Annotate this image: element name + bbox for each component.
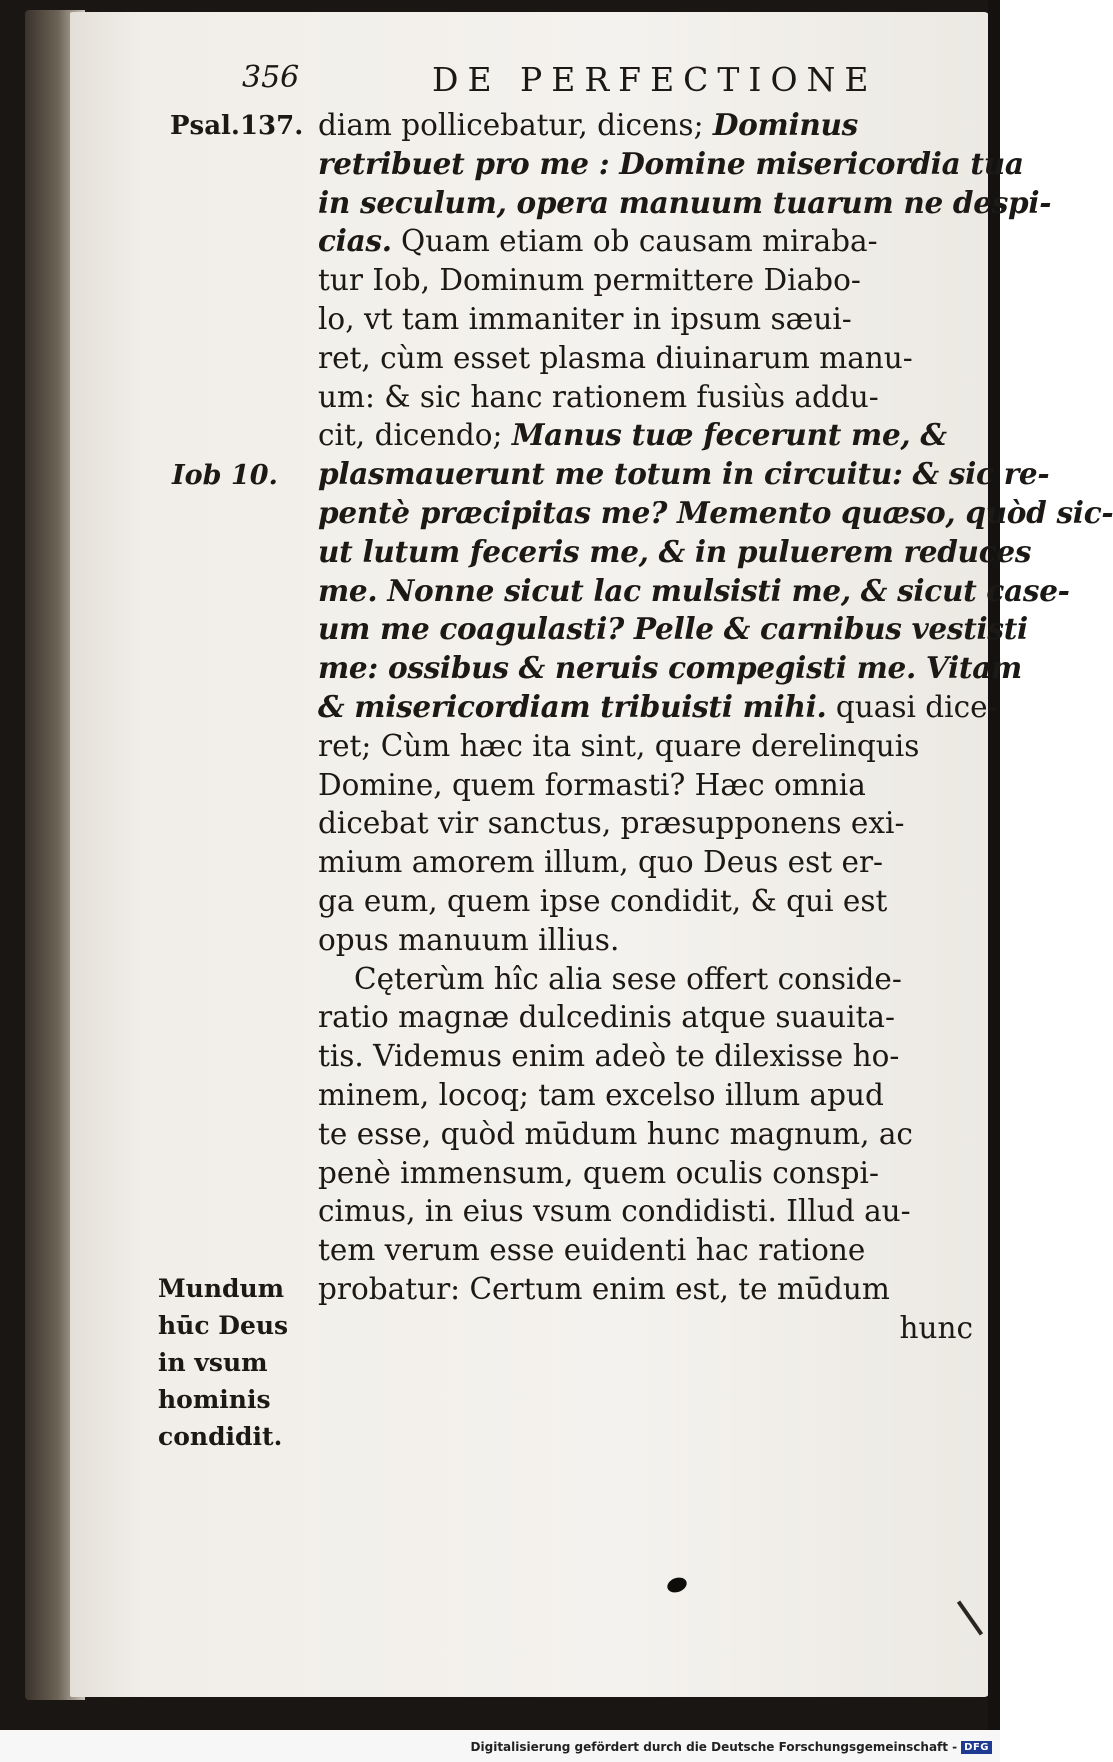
text-line: [318, 727, 973, 766]
main-text-block: [318, 106, 1113, 1348]
text-line: [318, 533, 1032, 572]
italic-quotation: um me coagulasti? Pelle & carnibus vestisti: [318, 611, 1028, 647]
text-line: [318, 1270, 973, 1309]
text-segment: cit, dicendo;: [318, 418, 512, 453]
text-segment: cimus, in eius vsum condidisti. Illud au-: [318, 1194, 911, 1229]
text-segment: minem, locoq; tam excelso illum apud: [318, 1077, 884, 1112]
text-line: [318, 766, 973, 805]
italic-quotation: & misericordiam tribuisti mihi.: [318, 688, 827, 724]
text-line: [318, 960, 973, 999]
italic-quotation: in seculum, opera manuum tuarum ne despi-: [318, 184, 1052, 220]
text-segment: probatur: Certum enim est, te mūdum: [318, 1271, 890, 1306]
margin-note-line: hūc Deus: [158, 1311, 289, 1340]
text-line: [318, 610, 1028, 649]
margin-note-line: Mundum: [158, 1274, 285, 1303]
text-segment: tis. Videmus enim adeò te dilexisse ho-: [318, 1039, 900, 1074]
margin-note-iob: Iob 10.: [172, 460, 278, 491]
running-title: DE PERFECTIONE: [432, 60, 878, 99]
text-segment: hunc: [899, 1310, 973, 1345]
margin-note-line: condidit.: [158, 1422, 283, 1451]
italic-quotation: Dominus: [712, 107, 858, 142]
text-segment: diam pollicebatur, dicens;: [318, 108, 713, 142]
text-line: [318, 998, 973, 1037]
text-line: [318, 222, 973, 261]
text-segment: ratio magnæ dulcedinis atque suauita-: [318, 1000, 895, 1035]
text-line: [318, 843, 973, 882]
italic-quotation: me. Nonne sicut lac mulsisti me, & sicut case-: [318, 572, 1070, 608]
margin-note-mundum: [158, 1270, 288, 1455]
dfg-logo: DFG: [961, 1741, 992, 1754]
italic-quotation: Manus tuæ fecerunt me, &: [511, 417, 947, 453]
text-segment: quasi dice-: [826, 689, 998, 724]
italic-quotation: retribuet pro me : Domine misericordia tua: [318, 145, 1024, 181]
text-line: [318, 261, 973, 300]
text-segment: opus manuum illius.: [318, 922, 620, 957]
italic-quotation: me: ossibus & neruis compegisti me. Vitam: [318, 650, 1022, 686]
italic-quotation: pentè præcipitas me? Memento quæso, quòd sic-: [318, 494, 1113, 530]
italic-quotation: plasmauerunt me totum in circuitu: & sic re-: [318, 456, 1050, 492]
text-segment: um: & sic hanc rationem fusiùs addu-: [318, 379, 879, 414]
page-edge: [988, 0, 1000, 1730]
text-line: [318, 494, 1113, 533]
text-line: [318, 184, 1052, 223]
text-line: [318, 1309, 973, 1348]
text-line: [318, 455, 1050, 494]
text-line: [318, 649, 1022, 688]
text-segment: ga eum, quem ipse condidit, & qui est: [318, 883, 888, 918]
margin-note-line: in vsum: [158, 1348, 268, 1377]
text-line: [318, 339, 973, 378]
text-line: [318, 378, 973, 417]
text-segment: penè immensum, quem oculis conspi-: [318, 1155, 879, 1190]
text-segment: Quam etiam ob causam miraba-: [391, 224, 878, 259]
italic-quotation: cias.: [318, 223, 392, 259]
text-segment: mium amorem illum, quo Deus est er-: [318, 845, 884, 880]
text-line: [318, 688, 998, 727]
text-segment: ret; Cùm hæc ita sint, quare derelinquis: [318, 728, 920, 763]
text-line: [318, 106, 973, 145]
text-line: [318, 1231, 973, 1270]
text-segment: ret, cùm esset plasma diuinarum manu-: [318, 340, 913, 375]
text-segment: Cęterùm hîc alia sese offert conside-: [354, 961, 902, 996]
text-segment: lo, vt tam immaniter in ipsum sæui-: [318, 301, 852, 336]
text-line: [318, 572, 1070, 611]
margin-note-line: hominis: [158, 1385, 271, 1414]
text-line: [318, 145, 1024, 184]
credit-text: Digitalisierung gefördert durch die Deutsche Forschungsgemeinschaft -: [470, 1740, 958, 1754]
text-line: [318, 1192, 973, 1231]
text-segment: te esse, quòd mūdum hunc magnum, ac: [318, 1116, 913, 1151]
text-line: [318, 804, 973, 843]
margin-note-psalm: Psal.137.: [170, 111, 304, 141]
page-number: 356: [242, 60, 300, 95]
text-line: [318, 1115, 973, 1154]
text-line: [318, 1076, 973, 1115]
text-line: [318, 300, 973, 339]
italic-quotation: ut lutum feceris me, & in puluerem reduces: [318, 533, 1032, 569]
text-line: [318, 882, 973, 921]
text-line: [318, 1154, 973, 1193]
text-segment: dicebat vir sanctus, præsupponens exi-: [318, 806, 905, 841]
text-line: [318, 416, 973, 455]
text-segment: tem verum esse euidenti hac ratione: [318, 1233, 866, 1268]
text-line: [318, 1037, 973, 1076]
text-segment: tur Iob, Dominum permittere Diabo-: [318, 263, 861, 298]
text-segment: Domine, quem formasti? Hæc omnia: [318, 767, 866, 802]
text-line: [318, 921, 973, 960]
digitization-credit: [471, 1740, 992, 1754]
